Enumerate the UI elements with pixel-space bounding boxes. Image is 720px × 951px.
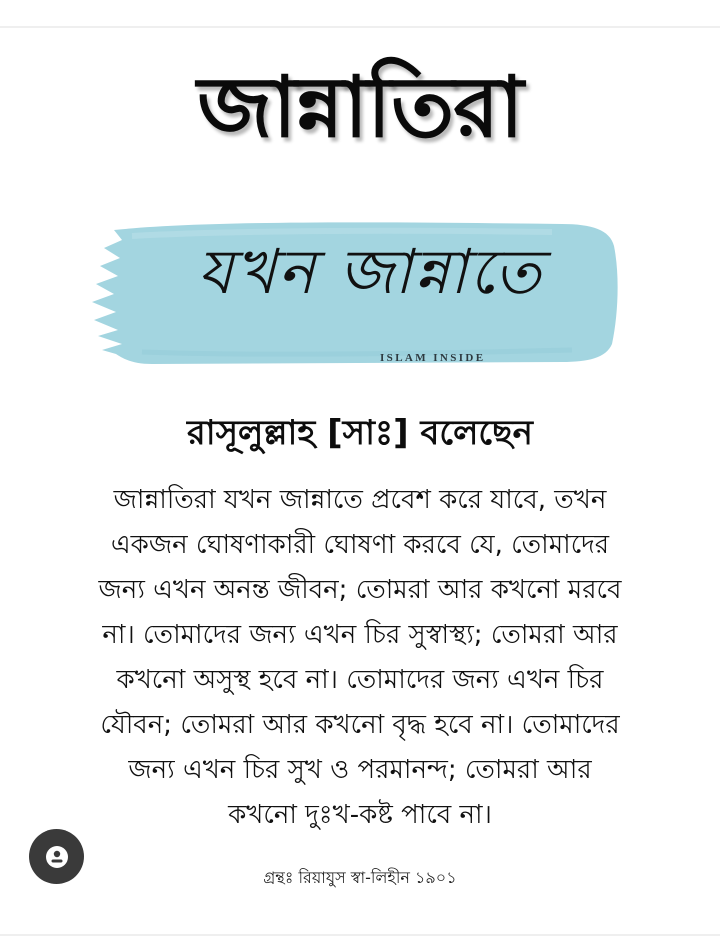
body-line: না। তোমাদের জন্য এখন চির সুস্বাস্থ্য; তোমরা আর (102, 620, 618, 650)
profile-button[interactable] (29, 829, 84, 884)
body-line: যৌবন; তোমরা আর কখনো বৃদ্ধ হবে না। তোমাদের (100, 710, 620, 740)
brand-label: ISLAM INSIDE (380, 352, 486, 364)
brush-subtitle: যখন জান্নাতে (197, 235, 543, 308)
body-line: জন্য এখন চির সুখ ও পরমানন্দ; তোমরা আর (128, 755, 592, 785)
post-title: জান্নাতিরা (197, 58, 523, 156)
body-line: কখনো দুঃখ-কষ্ট পাবে না। (228, 800, 492, 830)
body-line: কখনো অসুস্থ হবে না। তোমাদের জন্য এখন চির (116, 665, 604, 695)
body-line: জন্য এখন অনন্ত জীবন; তোমরা আর কখনো মরবে (98, 575, 622, 605)
user-circle-icon (45, 845, 69, 869)
hadith-heading: রাসূলুল্লাহ [সাঃ] বলেছেন (187, 413, 533, 453)
hadith-body (40, 478, 680, 838)
body-line: জান্নাতিরা যখন জান্নাতে প্রবেশ করে যাবে, তখন (113, 485, 607, 515)
body-line: একজন ঘোষণাকারী ঘোষণা করবে যে, তোমাদের (110, 530, 610, 560)
bottom-separator (0, 934, 720, 936)
source-reference: গ্রন্থঃ রিয়াযুস স্বা-লিহীন ১৯০১ (263, 868, 457, 887)
